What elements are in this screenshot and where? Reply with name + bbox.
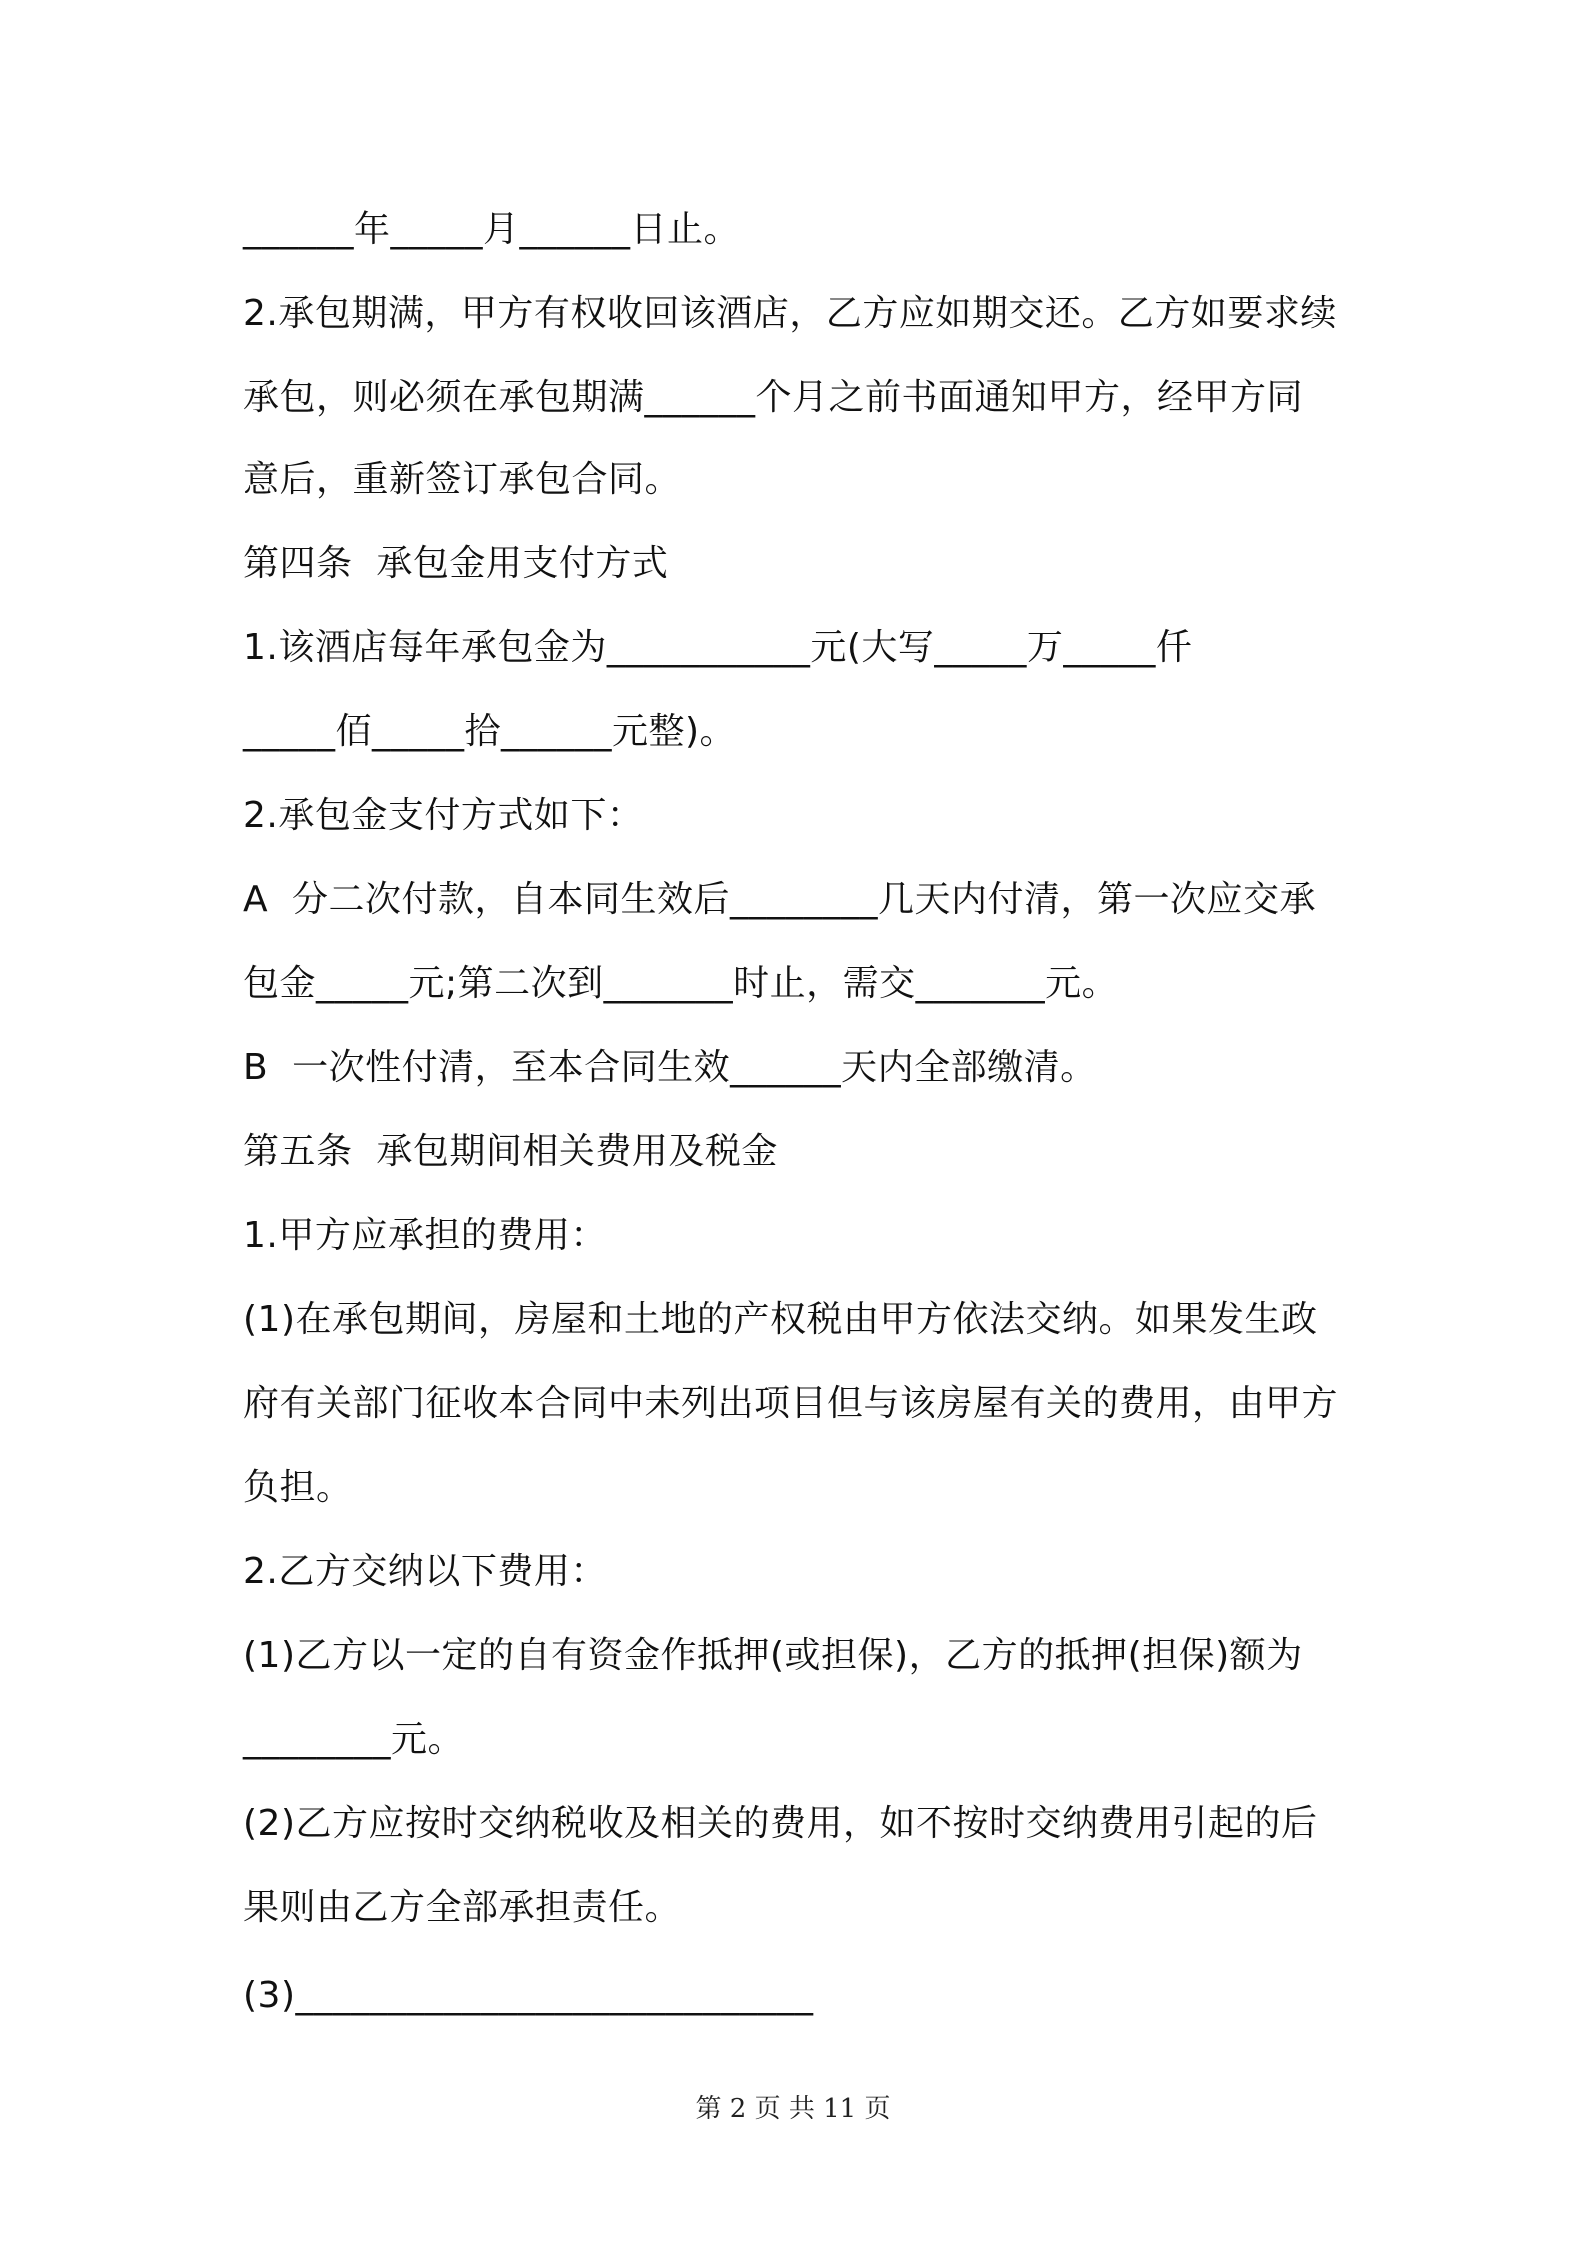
- text-line: 意后，重新签订承包合同。: [243, 459, 682, 500]
- text-line: 负担。: [243, 1467, 353, 1508]
- text-line: (3)____________________________: [243, 1975, 814, 2016]
- text-line: 果则由乙方全部承担责任。: [243, 1887, 682, 1928]
- text-line: 1.甲方应承担的费用：: [243, 1215, 607, 1256]
- text-line: B 一次性付清，至本合同生效______天内全部缴清。: [243, 1047, 1097, 1088]
- page-footer: 第 2 页 共 11 页: [695, 2094, 891, 2124]
- text-line: 包金_____元;第二次到_______时止，需交_______元。: [243, 963, 1119, 1004]
- text-line: _____佰_____拾______元整)。: [243, 711, 737, 752]
- text-line: 2.乙方交纳以下费用：: [243, 1551, 607, 1592]
- text-line: ________元。: [243, 1719, 465, 1760]
- text-line: 府有关部门征收本合同中未列出项目但与该房屋有关的费用，由甲方: [243, 1383, 1339, 1424]
- text-line: 1.该酒店每年承包金为___________元(大写_____万_____仟: [243, 627, 1193, 668]
- text-line: (1)乙方以一定的自有资金作抵押(或担保)，乙方的抵押(担保)额为: [243, 1635, 1303, 1676]
- text-line: 2.承包金支付方式如下：: [243, 795, 644, 836]
- text-line: 2.承包期满，甲方有权收回该酒店，乙方应如期交还。乙方如要求续: [243, 293, 1337, 334]
- text-line: (1)在承包期间，房屋和土地的产权税由甲方依法交纳。如果发生政: [243, 1299, 1318, 1340]
- text-line: 承包，则必须在承包期满______个月之前书面通知甲方，经甲方同: [243, 377, 1304, 418]
- text-line: A 分二次付款，自本同生效后________几天内付清，第一次应交承: [243, 879, 1317, 920]
- section-heading: 第四条 承包金用支付方式: [243, 543, 669, 584]
- section-heading: 第五条 承包期间相关费用及税金: [243, 1131, 778, 1172]
- text-line: ______年_____月______日止。: [243, 209, 741, 250]
- text-line: (2)乙方应按时交纳税收及相关的费用，如不按时交纳费用引起的后: [243, 1803, 1318, 1844]
